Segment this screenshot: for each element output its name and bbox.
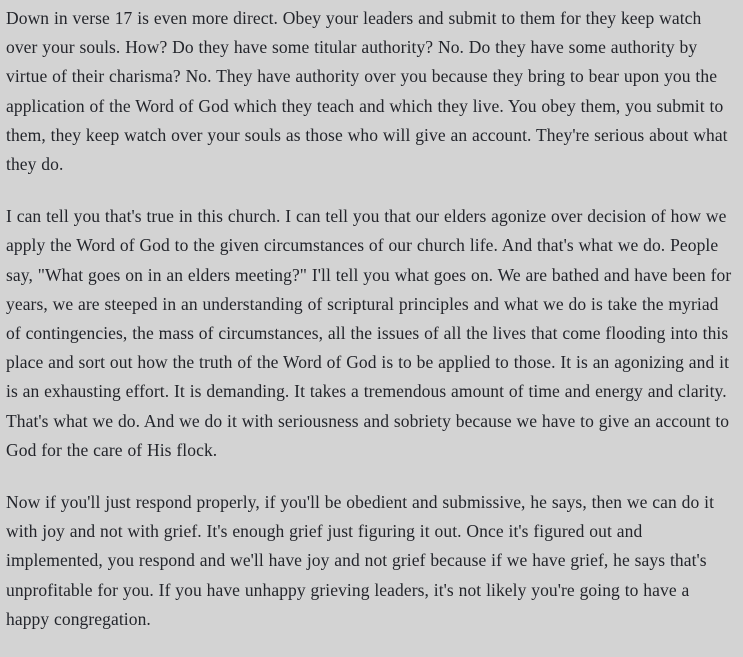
paragraph-2: I can tell you that's true in this church. I can tell you that our elders agonize over decision of how we apply the Word of God to the given circumstances of our church life. And that's what we do. People say, "What goes on in an elders meeting?" I'll tell you what goes on. We are bathed and have been for years, we are steeped in an understanding of scriptural principles and what we do is take the myriad of contingencies, the mass of circumstances, all the issues of all the lives that come flooding into this place and sort out how the truth of the Word of God is to be applied to those. It is an agonizing and it is an exhausting effort. It is demanding. It takes a tremendous amount of time and energy and clarity. That's what we do. And we do it with seriousness and sobriety because we have to give an account to God for the care of His flock. — [6, 206, 732, 460]
paragraph-1: Down in verse 17 is even more direct. Obey your leaders and submit to them for they keep watch over your souls. How? Do they have some titular authority? No. Do they have some authority by virtue of their charisma? No. They have authority over you because they bring to bear upon you the application of the Word of God which they teach and which they live. You obey them, you submit to them, they keep watch over your souls as those who will give an account. They're serious about what they do. — [6, 8, 728, 175]
paragraph-3: Now if you'll just respond properly, if you'll be obedient and submissive, he says, then we can do it with joy and not with grief. It's enough grief just figuring it out. Once it's figured out and implemented, you respond and we'll have joy and not grief because if we have grief, he says that's unprofitable for you. If you have unhappy grieving leaders, it's not likely you're going to have a happy congregation. — [6, 492, 715, 629]
